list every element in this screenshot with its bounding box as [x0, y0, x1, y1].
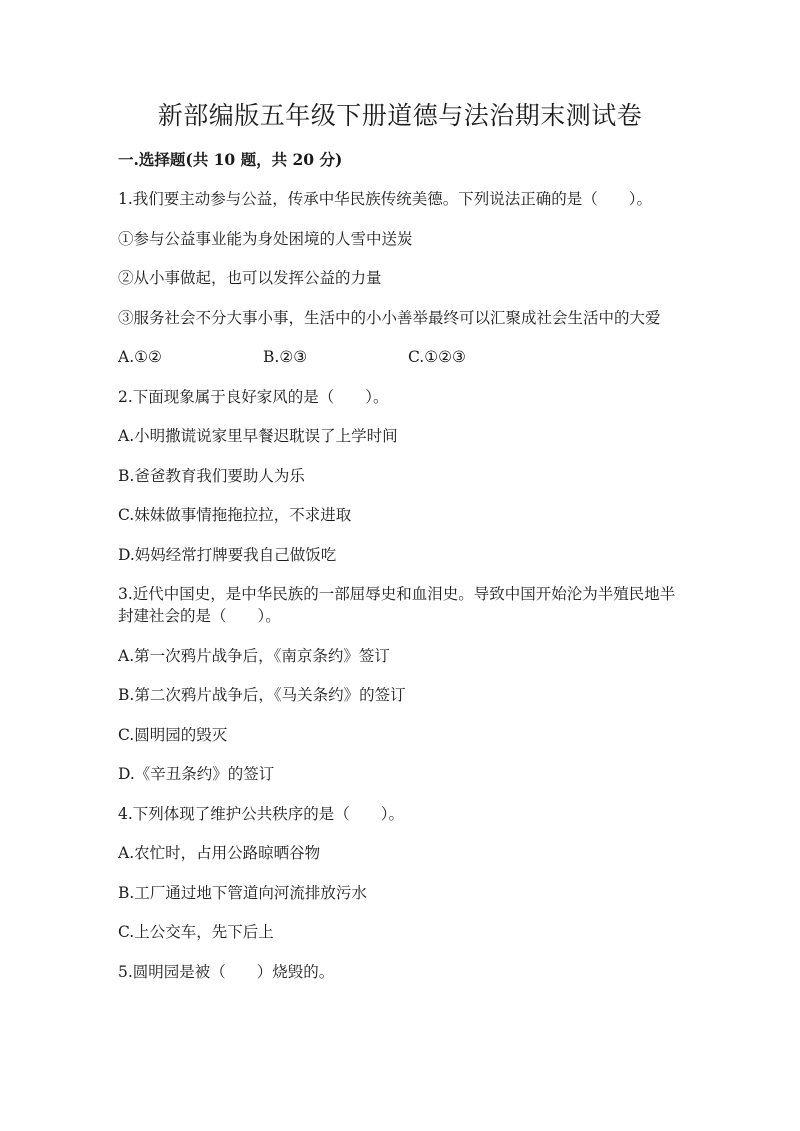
question-4 — [118, 803, 678, 944]
question-3 — [118, 583, 678, 785]
question-1-option-c: C.①②③ — [408, 348, 466, 366]
question-5-stem: 5.圆明园是被（ ）烧毁的。 — [118, 962, 335, 981]
question-1-statement-2: ②从小事做起，也可以发挥公益的力量 — [118, 269, 382, 287]
question-1-option-a: A.①② — [118, 348, 162, 366]
page-title: 新部编版五年级下册道德与法治期末测试卷 — [157, 101, 643, 130]
question-1-stem: 1.我们要主动参与公益，传承中华民族传统美德。下列说法正确的是（ ）。 — [118, 190, 653, 208]
questions — [118, 188, 678, 1000]
question-3-option-d: D.《辛丑条约》的签订 — [118, 765, 275, 783]
question-2-option-c: C.妹妹做事情拖拖拉拉，不求进取 — [118, 506, 352, 524]
question-1-statement-3: ③服务社会不分大事小事，生活中的小小善举最终可以汇聚成社会生活中的大爱 — [118, 308, 661, 327]
question-4-option-c: C.上公交车，先下后上 — [118, 923, 274, 941]
question-2-option-b: B.爸爸教育我们要助人为乐 — [118, 466, 305, 485]
question-2 — [118, 386, 678, 566]
question-4-stem: 4.下列体现了维护公共秩序的是（ ）。 — [118, 804, 405, 823]
question-2-option-a: A.小明撒谎说家里早餐迟耽误了上学时间 — [118, 427, 398, 445]
question-1 — [118, 188, 678, 368]
question-5 — [118, 961, 678, 983]
question-2-option-d: D.妈妈经常打牌要我自己做饭吃 — [118, 545, 337, 564]
question-4-option-b: B.工厂通过地下管道向河流排放污水 — [118, 883, 367, 902]
question-3-option-b: B.第二次鸦片战争后，《马关条约》的签订 — [118, 686, 406, 704]
question-4-option-a: A.农忙时，占用公路晾晒谷物 — [118, 844, 321, 862]
question-1-option-b: B.②③ — [263, 348, 308, 366]
question-1-choices — [118, 346, 678, 368]
question-3-option-a: A.第一次鸦片战争后，《南京条约》签订 — [118, 646, 390, 665]
question-1-statement-1: ①参与公益事业能为身处困境的人雪中送炭 — [118, 229, 413, 248]
question-3-option-c: C.圆明园的毁灭 — [118, 725, 228, 744]
question-2-stem: 2.下面现象属于良好家风的是（ ）。 — [118, 387, 389, 406]
section-heading: 一.选择题(共 10 题，共 20 分) — [118, 150, 343, 169]
question-3-stem: 3.近代中国史，是中华民族的一部屈辱史和血泪史。导致中国开始沦为半殖民地半封建社会的是（ ）。 — [118, 585, 676, 625]
